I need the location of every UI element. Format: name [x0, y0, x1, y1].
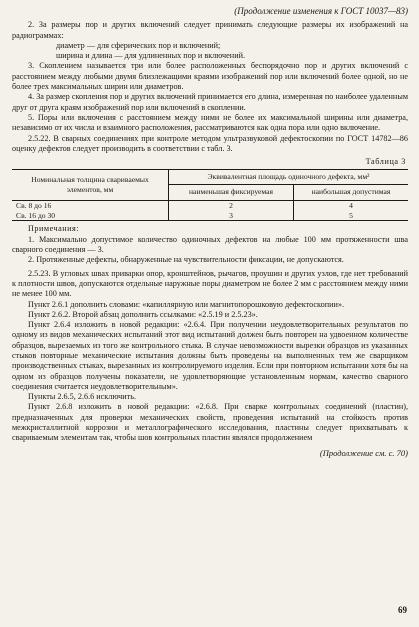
paragraph-2-item-b: ширина и длина — для удлиненных пор и включений. [56, 51, 245, 61]
paragraph-2-6-4: Пункт 2.6.4 изложить в новой редакции: «2.6.4. При получении неудовлетворительных результатов по одному из видов механических испытаний этот вид испытаний должен быть повторен на удвоенном количестве образцов, вырезаемых из того же контрольного стыка. В случае невозможности вырезки образцов из указанных стыков повторные механические испытания должны быть проведены на выполненных тем же сварщиком производственных стыках, вырезанных из контролируемого изделия. Если при повторном испытании хотя бы на одном из образцов получены показатели, не удовлетворяющие установленным нормам, качество сварного соединения считается неудовлетворительным». [12, 320, 408, 391]
continuation-note: (Продолжение см. с. 70) [319, 447, 408, 458]
cell-min: 3 [169, 211, 294, 221]
paragraph-2: 2. За размеры пор и других включений следует принимать следующие размеры их изображений на радиограммах: [12, 20, 408, 40]
table-row [12, 211, 408, 221]
paragraph-2-6-2: Пункт 2.6.2. Второй абзац дополнить ссылками: «2.5.19 и 2.5.23». [28, 309, 258, 319]
page-number: 69 [398, 605, 407, 615]
document-page [12, 6, 408, 458]
note-2: 2. Протяженные дефекты, обнаруженные на чувствительности фиксации, не допускаются. [28, 255, 344, 265]
column-header-min: наименьшая фиксируемая [169, 184, 294, 201]
paragraph-2-5-22: 2.5.22. В сварных соединениях при контроле методом ультразвуковой дефектоскопии по ГОСТ 14782—86 оценку дефектов следует производить в соответствии с табл. 3. [12, 133, 408, 153]
defects-table [12, 169, 408, 221]
column-header-thickness: Номинальная толщина свариваемых элементов, мм [12, 170, 169, 201]
paragraph-2-item-a: диаметр — для сферических пор и включений; [56, 40, 221, 50]
table-caption: Таблица 3 [365, 157, 406, 167]
column-header-area: Эквивалентная площадь одиночного дефекта, мм² [169, 170, 409, 184]
paragraph-2-6-5: Пункты 2.6.5, 2.6.6 исключить. [28, 392, 137, 402]
paragraph-4: 4. За размер скопления пор и других включений принимается его длина, измеренная по наиболее удаленным друг от друга краям изображений пор или включений в скоплении. [12, 92, 408, 112]
cell-max: 4 [349, 201, 353, 211]
column-header-max: наибольшая допустимая [311, 186, 391, 196]
row-label: Св. 16 до 30 [12, 211, 169, 221]
cell-min: 2 [169, 201, 294, 211]
paragraph-2-6-8: Пункт 2.6.8 изложить в новой редакции: «2.6.8. При сварке контрольных соединений (пластин), предназначенных для проверки механических свойств, проведения испытаний на стойкость против межкристаллитной коррозии и металлографического исследования, пластины следует прихватывать к свариваемым элементам так, чтобы шов контрольных пластин являлся продолжением [12, 402, 408, 443]
page-header: (Продолжение изменения к ГОСТ 10037—83) [234, 6, 408, 16]
notes-title: Примечания: [28, 224, 80, 234]
paragraph-3: 3. Скоплением называется три или более расположенных беспорядочно пор и других включений с расстоянием между любыми двумя близлежащими краями изображений пор или включений более одной, но не более трех максимальных ширин или диаметров. [12, 61, 408, 92]
paragraph-5: 5. Поры или включения с расстоянием между ними не более их максимальной ширины или диаметра, независимо от их числа и взаимного расположения, рассматриваются как одна пора или одно включение. [12, 112, 408, 133]
note-1: 1. Максимально допустимое количество одиночных дефектов на любые 100 мм протяженности шва сварного соединения — 3. [12, 234, 408, 255]
cell-max: 5 [294, 211, 409, 221]
paragraph-2-5-23: 2.5.23. В угловых швах приварки опор, кронштейнов, рычагов, проушин и других узлов, где нет требований к плотности швов, допускаются отдельные наружные поры диаметром не более 2 мм с расстоянием между ними не менее 100 мм. [12, 268, 408, 299]
row-label: Св. 8 до 16 [12, 201, 169, 211]
paragraph-2-6-1: Пункт 2.6.1 дополнить словами: «капиллярную или магнитопорошковую дефектоскопии». [28, 299, 344, 309]
table-row [12, 201, 408, 211]
